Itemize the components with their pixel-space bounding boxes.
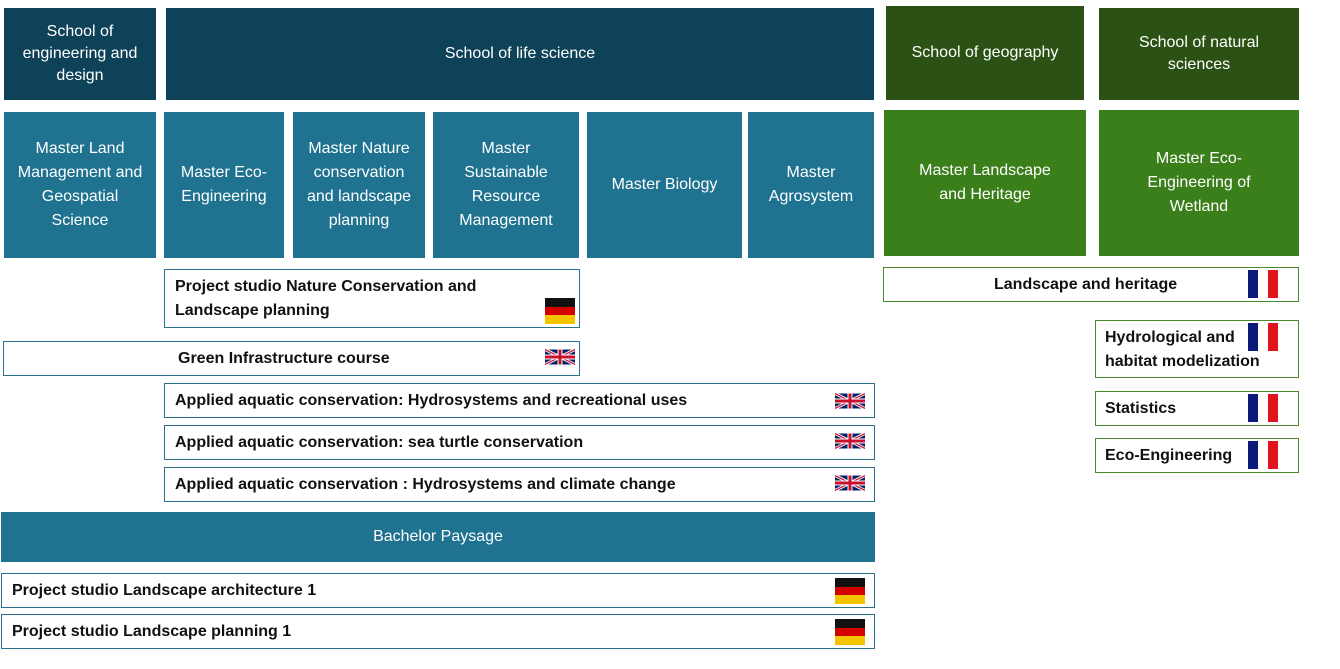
master-eco-engineering-wetland — [1099, 110, 1299, 256]
french-flag-icon — [1248, 441, 1278, 469]
master-nature-conservation — [293, 112, 425, 258]
course-landscape-heritage — [883, 267, 1299, 302]
master-biology — [587, 112, 742, 258]
course-green-infrastructure-label: Green Infrastructure course — [178, 350, 390, 367]
uk-flag-icon — [835, 431, 865, 451]
course-landscape-architecture-1-label: Project studio Landscape architecture 1 — [12, 582, 317, 599]
school-engineering-label: School of engineering and design — [22, 22, 138, 85]
french-flag-icon — [1248, 323, 1278, 351]
french-flag-icon — [1248, 394, 1278, 422]
course-aquatic-turtle — [164, 425, 875, 460]
master-sustainable-resource-label: Master Sustainable Resource Management — [459, 140, 553, 229]
master-land-management-label: Master Land Management and Geospatial Science — [17, 140, 143, 229]
school-natural-sciences — [1099, 8, 1299, 100]
master-landscape-heritage-label: Master Landscape and Heritage — [919, 162, 1051, 203]
french-flag-icon — [1248, 270, 1278, 298]
school-life-science — [166, 8, 874, 100]
course-project-studio-nature-label: Project studio Nature Conservation and Landscape planning — [175, 278, 477, 319]
school-geography — [886, 6, 1084, 100]
german-flag-icon — [835, 619, 865, 645]
master-agrosystem — [748, 112, 874, 258]
uk-flag-icon — [545, 347, 575, 367]
school-natural-sciences-label: School of natural sciences — [1138, 33, 1260, 73]
german-flag-icon — [545, 298, 575, 324]
course-green-infrastructure — [3, 341, 580, 376]
course-landscape-planning-1 — [1, 614, 875, 649]
course-aquatic-turtle-label: Applied aquatic conservation: sea turtle conservation — [175, 434, 584, 451]
course-aquatic-recreational-label: Applied aquatic conservation: Hydrosystems and recreational uses — [175, 392, 688, 409]
course-eco-engineering — [1095, 438, 1299, 473]
course-aquatic-climate — [164, 467, 875, 502]
course-landscape-planning-1-label: Project studio Landscape planning 1 — [12, 623, 292, 640]
course-hydrological-modelization — [1095, 320, 1299, 378]
uk-flag-icon — [835, 391, 865, 411]
course-landscape-architecture-1 — [1, 573, 875, 608]
course-statistics-label: Statistics — [1105, 400, 1177, 417]
school-life-science-label: School of life science — [444, 44, 596, 62]
bachelor-paysage — [1, 512, 875, 562]
uk-flag-icon — [835, 473, 865, 493]
school-engineering-design — [4, 8, 156, 100]
course-hydrological-label: Hydrological and habitat modelization — [1105, 329, 1260, 370]
course-landscape-heritage-label: Landscape and heritage — [994, 276, 1178, 293]
master-land-management — [4, 112, 156, 258]
master-agrosystem-label: Master Agrosystem — [768, 164, 854, 205]
course-eco-engineering-label: Eco-Engineering — [1105, 447, 1233, 464]
course-aquatic-recreational — [164, 383, 875, 418]
bachelor-paysage-label: Bachelor Paysage — [373, 527, 503, 545]
master-nature-conservation-label: Master Nature conservation and landscape planning — [306, 140, 412, 229]
master-biology-label: Master Biology — [611, 176, 718, 193]
master-sustainable-resource — [433, 112, 579, 258]
course-statistics — [1095, 391, 1299, 426]
course-project-studio-nature — [164, 269, 580, 328]
master-eco-engineering-wetland-label: Master Eco-Engineering of Wetland — [1147, 150, 1251, 215]
master-eco-engineering — [164, 112, 284, 258]
master-eco-engineering-label: Master Eco-Engineering — [180, 164, 268, 205]
school-geography-label: School of geography — [911, 43, 1059, 61]
master-landscape-heritage — [884, 110, 1086, 256]
course-aquatic-climate-label: Applied aquatic conservation : Hydrosystems and climate change — [175, 476, 676, 493]
german-flag-icon — [835, 578, 865, 604]
